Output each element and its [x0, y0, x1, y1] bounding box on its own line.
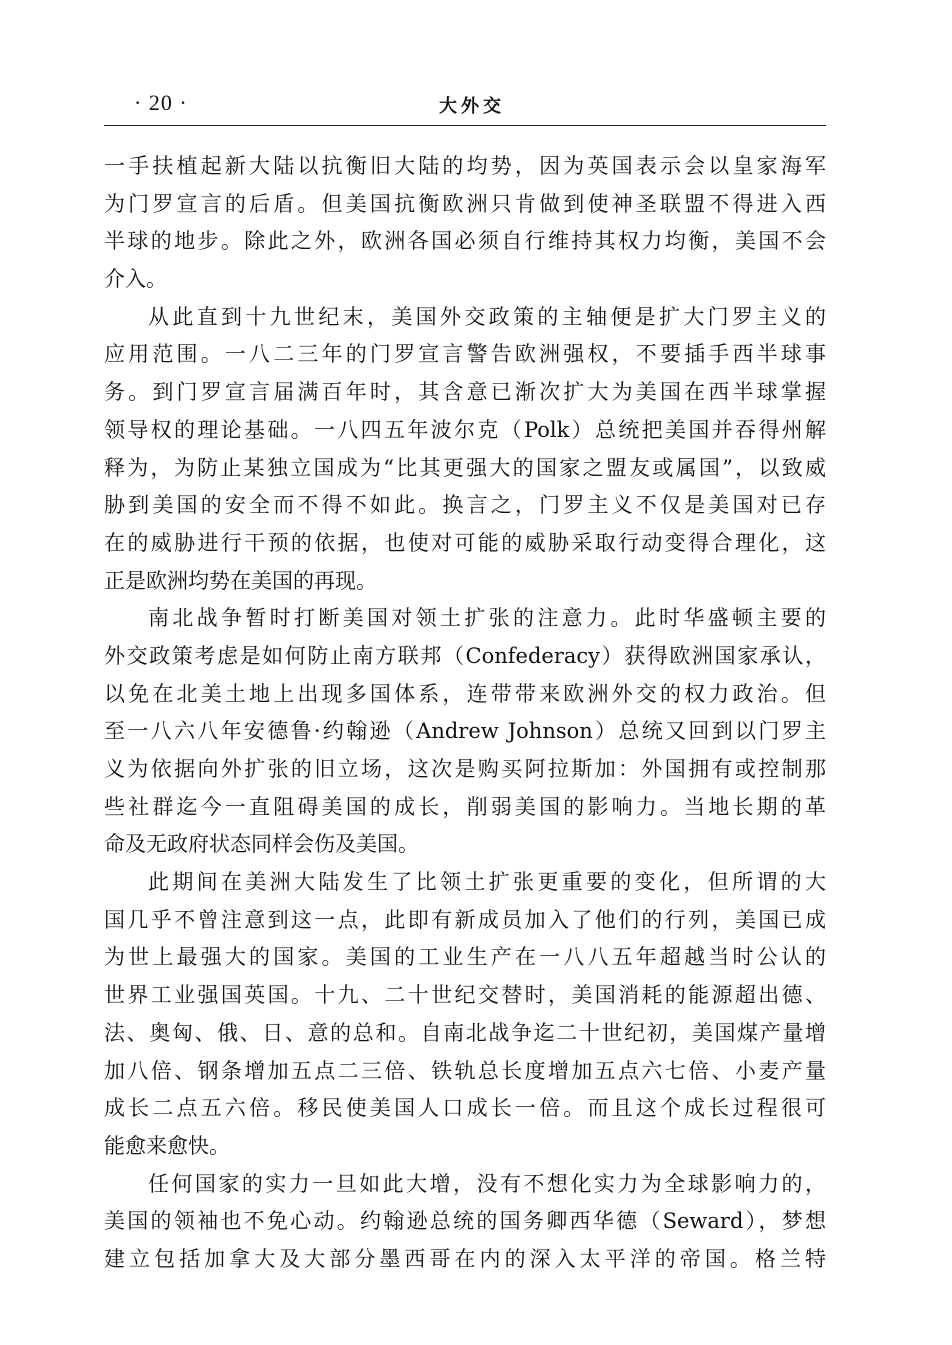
- text-line: 至一八六八年安德鲁·约翰逊（Andrew Johnson）总统又回到以门罗主: [104, 719, 826, 744]
- text-line: 领导权的理论基础。一八四五年波尔克（Polk）总统把美国并吞得州解: [104, 417, 826, 442]
- body-text: [104, 148, 826, 1279]
- text-line: 半球的地步。除此之外，欧洲各国必须自行维持其权力均衡，美国不会: [104, 229, 826, 254]
- text-line: 成长二点五六倍。移民使美国人口成长一倍。而且这个成长过程很可: [104, 1096, 826, 1121]
- text-line: 南北战争暂时打断美国对领土扩张的注意力。此时华盛顿主要的: [148, 606, 826, 631]
- text-line: 从此直到十九世纪末，美国外交政策的主轴便是扩大门罗主义的: [148, 304, 826, 329]
- text-line: 此期间在美洲大陆发生了比领土扩张更重要的变化，但所谓的大: [148, 870, 826, 895]
- text-line: 正是欧洲均势在美国的再现。: [104, 568, 377, 593]
- running-title: 大外交: [439, 96, 505, 117]
- text-line: 介入。: [104, 267, 167, 292]
- text-line: 加八倍、钢条增加五点二三倍、铁轨总长度增加五点六七倍、小麦产量: [104, 1058, 826, 1083]
- text-line: 建立包括加拿大及大部分墨西哥在内的深入太平洋的帝国。格兰特: [104, 1246, 826, 1271]
- text-line: 命及无政府状态同样会伤及美国。: [104, 832, 419, 857]
- text-line: 为世上最强大的国家。美国的工业生产在一八八五年超越当时公认的: [104, 945, 826, 970]
- text-line: 任何国家的实力一旦如此大增，没有不想化实力为全球影响力的，: [148, 1171, 826, 1196]
- text-line: 美国的领袖也不免心动。约翰逊总统的国务卿西华德（Seward），梦想: [104, 1209, 826, 1234]
- page-number: · 20 ·: [134, 90, 188, 115]
- text-line: 一手扶植起新大陆以抗衡旧大陆的均势，因为英国表示会以皇家海军: [104, 154, 826, 178]
- text-line: 释为，为防止某独立国成为“比其更强大的国家之盟友或属国”，以致威: [104, 455, 826, 480]
- text-line: 世界工业强国英国。十九、二十世纪交替时，美国消耗的能源超出德、: [104, 983, 826, 1008]
- text-line: 为门罗宣言的后盾。但美国抗衡欧洲只肯做到使神圣联盟不得进入西: [104, 191, 826, 216]
- text-line: 胁到美国的安全而不得不如此。换言之，门罗主义不仅是美国对已存: [104, 493, 826, 518]
- page-header: [104, 86, 826, 126]
- text-line: 些社群迄今一直阻碍美国的成长，削弱美国的影响力。当地长期的革: [104, 794, 826, 819]
- text-line: 义为依据向外扩张的旧立场，这次是购买阿拉斯加：外国拥有或控制那: [104, 757, 826, 781]
- text-line: 以免在北美土地上出现多国体系，连带带来欧洲外交的权力政治。但: [104, 681, 826, 706]
- text-line: 在的威胁进行干预的依据，也使对可能的威胁采取行动变得合理化，这: [104, 530, 826, 555]
- text-line: 法、奥匈、俄、日、意的总和。自南北战争迄二十世纪初，美国煤产量增: [104, 1020, 826, 1045]
- text-line: 能愈来愈快。: [104, 1133, 230, 1158]
- header-rule: [104, 125, 826, 126]
- text-line: 外交政策考虑是如何防止南方联邦（Confederacy）获得欧洲国家承认，: [104, 643, 826, 668]
- text-line: 务。到门罗宣言届满百年时，其含意已渐次扩大为美国在西半球掌握: [104, 380, 826, 405]
- text-line: 国几乎不曾注意到这一点，此即有新成员加入了他们的行列，美国已成: [104, 907, 826, 932]
- text-line: 应用范围。一八二三年的门罗宣言警告欧洲强权，不要插手西半球事: [104, 342, 826, 367]
